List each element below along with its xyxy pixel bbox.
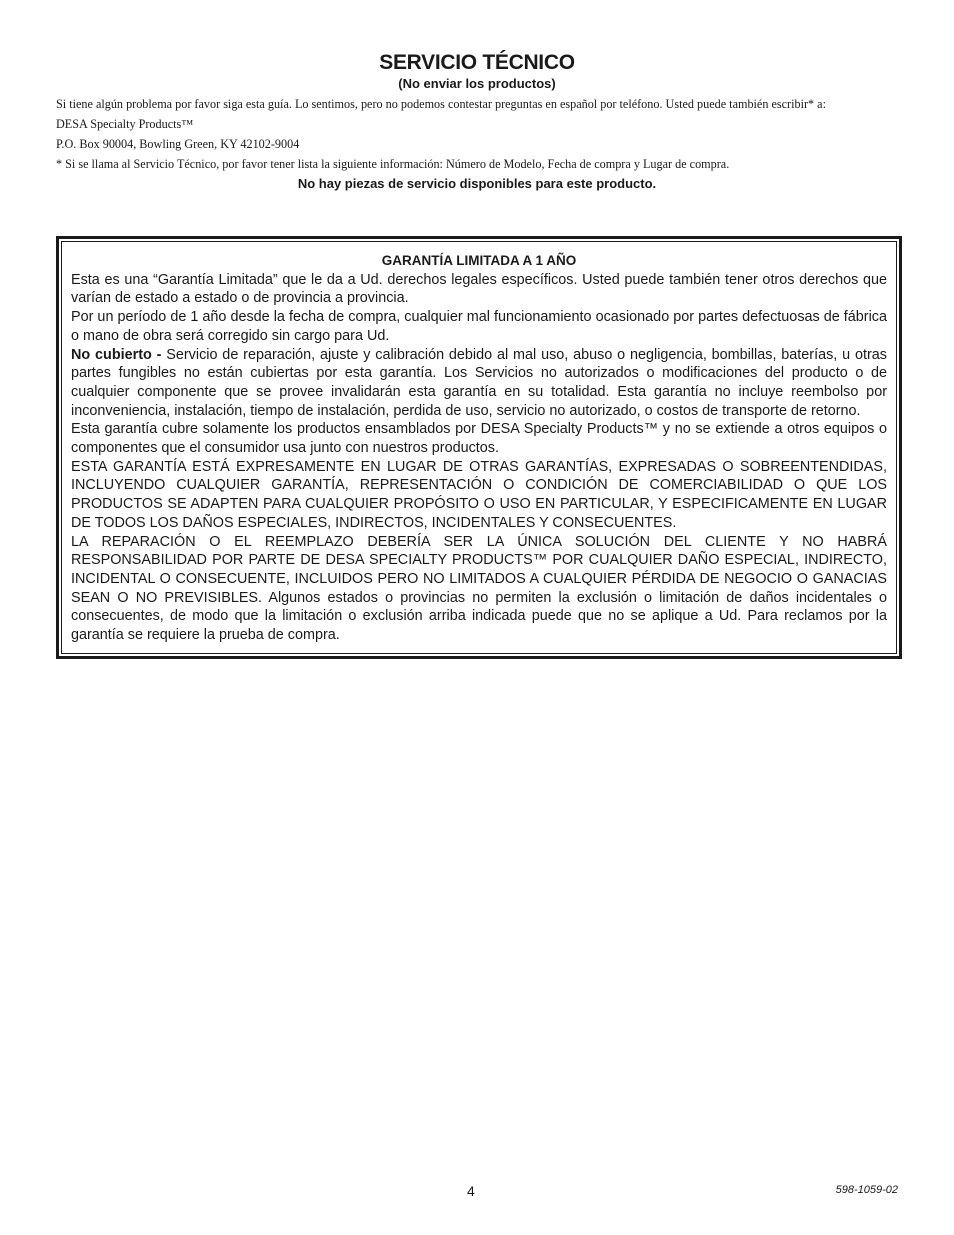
mailing-address: P.O. Box 90004, Bowling Green, KY 42102-9004 — [56, 137, 300, 151]
warranty-title: GARANTÍA LIMITADA A 1 AÑO — [381, 253, 577, 268]
service-footnote: * Si se llama al Servicio Técnico, por favor tener lista la siguiente información: Número de Modelo, Fecha de compra y Lugar de compra. — [56, 157, 730, 171]
company-name: DESA Specialty Products™ — [56, 117, 194, 131]
warranty-paragraph-disclaimer: ESTA GARANTÍA ESTÁ EXPRESAMENTE EN LUGAR DE OTRAS GARANTÍAS, EXPRESADAS O SOBREENTENDIDAS, INCLUYENDO CUALQUIER GARANTÍA, REPRESENTACIÓN O CONDICIÓN DE COMERCIABILIDAD O QUE LOS PRODUCTOS SE ADAPTEN PARA CUALQUIER PROPÓSITO O USO EN PARTICULAR, Y ESPECIFICAMENTE EN LUGAR DE TODOS LOS DAÑOS ESPECIALES, INDIRECTOS, INCIDENTALES Y CONSECUENTES. — [71, 458, 887, 531]
not-covered-text: Servicio de reparación, ajuste y calibración debido al mal uso, abuso o negligencia, bombillas, baterías, u otras partes fungibles no están cubiertas por esta garantía. Los Servicios no autorizados o modificaciones del producto o de cualquier componente que se provee invalidarán esta garantía en su totalidad. Esta garantía no incluye reembolso por inconveniencia, instalación, tiempo de instalación, perdida de uso, servicio no autorizado, o costos de transporte de retorno. — [71, 346, 887, 419]
service-subtitle: (No enviar los productos) — [398, 76, 556, 91]
service-section — [56, 50, 898, 192]
service-title: SERVICIO TÉCNICO — [379, 51, 575, 74]
page-number: 4 — [467, 1183, 475, 1199]
document-code: 598-1059-02 — [835, 1184, 898, 1196]
warranty-paragraph-coverage: Esta garantía cubre solamente los productos ensamblados por DESA Specialty Products™ y no se extiende a otros equipos o componentes que el consumidor usa junto con nuestros productos. — [71, 421, 887, 457]
service-intro: Si tiene algún problema por favor siga esta guía. Lo sentimos, pero no podemos contestar preguntas en español por teléfono. Usted puede también escribir* a: — [56, 97, 826, 111]
warranty-paragraph-limited: Esta es una “Garantía Limitada” que le da a Ud. derechos legales específicos. Usted puede también tener otros derechos que varían de estado a estado o de provincia a provincia. — [71, 271, 887, 307]
warranty-box — [56, 236, 902, 659]
no-parts-notice: No hay piezas de servicio disponibles para este producto. — [297, 176, 657, 191]
warranty-paragraph-period: Por un período de 1 año desde la fecha de compra, cualquier mal funcionamiento ocasionado por partes defectuosas de fábrica o mano de obra será corregido sin cargo para Ud. — [71, 309, 887, 344]
not-covered-label: No cubierto - — [71, 346, 162, 363]
warranty-inner-frame — [61, 241, 897, 654]
warranty-paragraph-not-covered — [71, 346, 887, 421]
warranty-paragraph-remedy: LA REPARACIÓN O EL REEMPLAZO DEBERÍA SER LA ÚNICA SOLUCIÓN DEL CLIENTE Y NO HABRÁ RESPONSABILIDAD POR PARTE DE DESA SPECIALTY PRODUCTS™ POR CUALQUIER DAÑO ESPECIAL, INDIRECTO, INCIDENTAL O CONSECUENTE, INCLUIDOS PERO NO LIMITADOS A CUALQUIER PÉRDIDA DE NEGOCIO O GANACIAS SEAN O NO PREVISIBLES. Algunos estados o provincias no permiten la exclusión o limitación de daños incidentales o consecuentes, de modo que la limitación o exclusión arriba indicada puede que no se aplique a Ud. Para reclamos por la garantía se requiere la prueba de compra. — [71, 533, 887, 644]
